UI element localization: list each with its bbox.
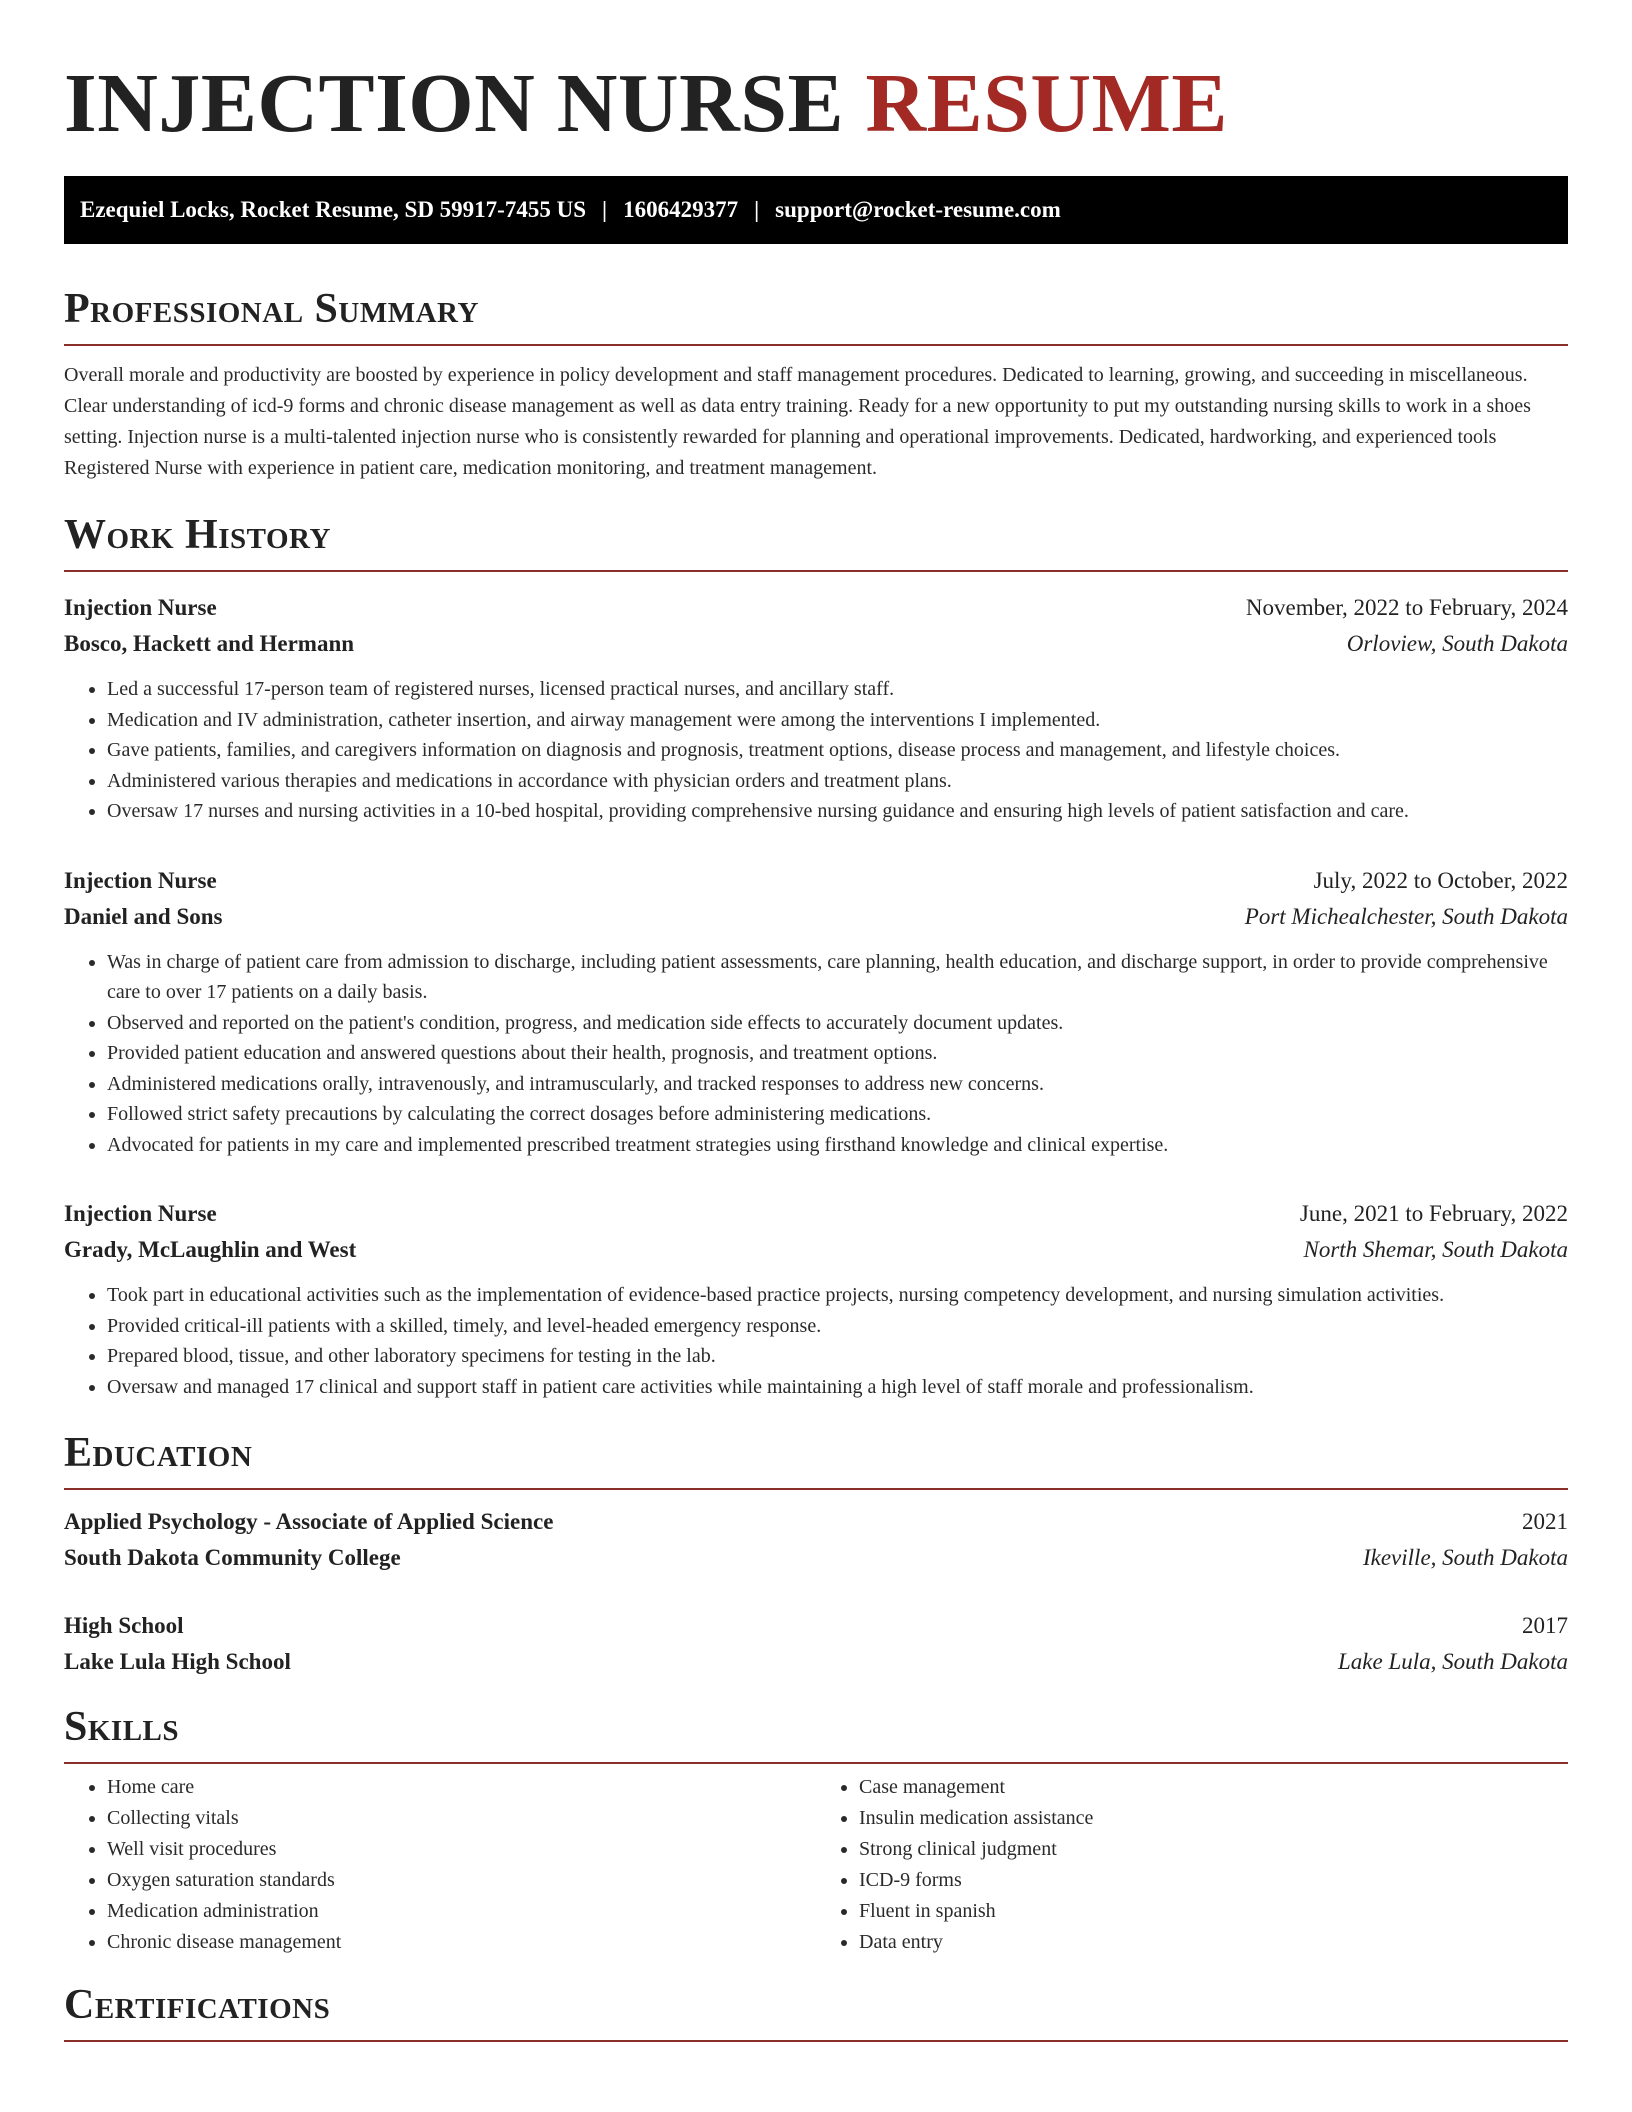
resume-title (64, 0, 1568, 176)
summary-text: Overall morale and productivity are boosted by experience in policy development and staff management procedures. Dedicated to learning, growing, and succeeding in miscellaneous. Clear understanding of icd-9 forms and chronic disease management as well as data entry training. Ready for a new opportunity to put my outstanding nursing skills to work in a shoes setting. Injection nurse is a multi-talented injection nurse who is consistently rewarded for planning and operational improvements. Dedicated, hardworking, and experienced tools Registered Nurse with experience in patient care, medication monitoring, and treatment management. (64, 364, 1531, 479)
education-degree-row (64, 1504, 1568, 1540)
contact-separator: | (754, 197, 760, 222)
skills-heading: Skills (64, 1702, 1568, 1764)
job-entry (64, 1196, 1568, 1402)
job-bullets (64, 947, 1568, 1161)
education-school: South Dakota Community College (64, 1545, 401, 1570)
skill-item: • Medication administration (107, 1896, 816, 1927)
contact-separator: | (602, 197, 608, 222)
skill-item: • Well visit procedures (107, 1834, 816, 1865)
job-bullet: • Followed strict safety precautions by calculating the correct dosages before administering medications. (107, 1099, 1568, 1130)
work-history-heading: Work History (64, 510, 1568, 572)
education-location: Ikeville, South Dakota (1362, 1545, 1568, 1570)
skill-item: • Case management (859, 1772, 1568, 1803)
job-bullet: • Oversaw and managed 17 clinical and support staff in patient care activities while maintaining a high level of staff morale and professionalism. (107, 1372, 1568, 1403)
contact-bar (64, 176, 1568, 244)
job-bullet: • Advocated for patients in my care and implemented prescribed treatment strategies using firsthand knowledge and clinical expertise. (107, 1130, 1568, 1161)
job-title: Injection Nurse (64, 1201, 217, 1226)
job-bullet: • Took part in educational activities such as the implementation of evidence-based practice projects, nursing competency development, and nursing simulation activities. (107, 1280, 1568, 1311)
job-entry (64, 590, 1568, 827)
job-company: Bosco, Hackett and Hermann (64, 631, 355, 656)
certifications-heading: Certifications (64, 1980, 1568, 2042)
job-entry (64, 863, 1568, 1161)
job-title-row (64, 1196, 1568, 1232)
certifications-section (64, 1980, 1568, 2042)
skill-item: • Data entry (859, 1927, 1568, 1958)
skills-grid (64, 1772, 1568, 1958)
education-degree: Applied Psychology - Associate of Applied Science (64, 1509, 554, 1534)
education-section (64, 1428, 1568, 1680)
summary-section (64, 284, 1568, 484)
skill-item: • Strong clinical judgment (859, 1834, 1568, 1865)
job-location: Orloview, South Dakota (1346, 631, 1568, 656)
job-bullet: • Provided critical-ill patients with a skilled, timely, and level-headed emergency response. (107, 1311, 1568, 1342)
education-year: 2021 (1522, 1509, 1568, 1534)
skills-left-column (64, 1772, 816, 1958)
job-title: Injection Nurse (64, 595, 217, 620)
job-title: Injection Nurse (64, 867, 217, 893)
job-bullet: • Oversaw 17 nurses and nursing activities in a 10-bed hospital, providing comprehensive nursing guidance and ensuring high levels of patient satisfaction and care. (107, 796, 1568, 827)
education-year: 2017 (1522, 1613, 1568, 1638)
skill-item: • Oxygen saturation standards (107, 1865, 816, 1896)
job-bullet: • Was in charge of patient care from admission to discharge, including patient assessments, care planning, health education, and discharge support, in order to provide comprehensive care to over 17 patients on a daily basis. (107, 947, 1568, 1008)
job-dates: November, 2022 to February, 2024 (1245, 595, 1568, 620)
education-school-row (64, 1644, 1568, 1680)
job-bullets (64, 674, 1568, 827)
education-degree: High School (64, 1613, 184, 1638)
contact-email[interactable]: support@rocket-resume.com (775, 197, 1061, 222)
skill-item: • Insulin medication assistance (859, 1803, 1568, 1834)
job-bullet: • Gave patients, families, and caregivers information on diagnosis and prognosis, treatment options, disease process and management, and lifestyle choices. (107, 735, 1568, 766)
job-location: Port Michealchester, South Dakota (1244, 903, 1568, 929)
contact-phone: 1606429377 (623, 197, 739, 222)
skill-item: • ICD-9 forms (859, 1865, 1568, 1896)
education-school: Lake Lula High School (64, 1649, 291, 1674)
job-bullet: • Administered various therapies and medications in accordance with physician orders and treatment plans. (107, 766, 1568, 797)
skill-item: • Home care (107, 1772, 816, 1803)
summary-heading: Professional Summary (64, 284, 1568, 346)
job-company-row (64, 626, 1568, 662)
job-bullet: • Prepared blood, tissue, and other laboratory specimens for testing in the lab. (107, 1341, 1568, 1372)
job-location: North Shemar, South Dakota (1303, 1237, 1568, 1262)
job-company-row (64, 899, 1568, 935)
skill-item: • Collecting vitals (107, 1803, 816, 1834)
skills-section (64, 1702, 1568, 1958)
job-bullet: • Medication and IV administration, catheter insertion, and airway management were among the interventions I implemented. (107, 705, 1568, 736)
job-title-row (64, 590, 1568, 626)
education-entry (64, 1608, 1568, 1680)
job-company-row (64, 1232, 1568, 1268)
job-dates: July, 2022 to October, 2022 (1313, 867, 1568, 893)
education-entry (64, 1504, 1568, 1576)
job-company: Daniel and Sons (64, 903, 223, 929)
skills-right-column (816, 1772, 1568, 1958)
job-bullet: • Observed and reported on the patient's condition, progress, and medication side effects to accurately document updates. (107, 1008, 1568, 1039)
job-bullet: • Provided patient education and answered questions about their health, prognosis, and treatment options. (107, 1038, 1568, 1069)
contact-address: Ezequiel Locks, Rocket Resume, SD 59917-7455 US (80, 197, 586, 222)
title-accent: RESUME (865, 57, 1228, 150)
job-company: Grady, McLaughlin and West (64, 1237, 357, 1262)
education-heading: Education (64, 1428, 1568, 1490)
education-degree-row (64, 1608, 1568, 1644)
skill-item: • Fluent in spanish (859, 1896, 1568, 1927)
job-bullet: • Led a successful 17-person team of registered nurses, licensed practical nurses, and ancillary staff. (107, 674, 1568, 705)
title-main: INJECTION NURSE (64, 57, 844, 150)
skill-item: • Chronic disease management (107, 1927, 816, 1958)
work-history-section (64, 510, 1568, 1402)
education-school-row (64, 1540, 1568, 1576)
job-bullet: • Administered medications orally, intravenously, and intramuscularly, and tracked responses to address new concerns. (107, 1069, 1568, 1100)
job-bullets (64, 1280, 1568, 1402)
job-title-row (64, 863, 1568, 899)
education-location: Lake Lula, South Dakota (1338, 1649, 1568, 1674)
job-dates: June, 2021 to February, 2022 (1299, 1201, 1568, 1226)
